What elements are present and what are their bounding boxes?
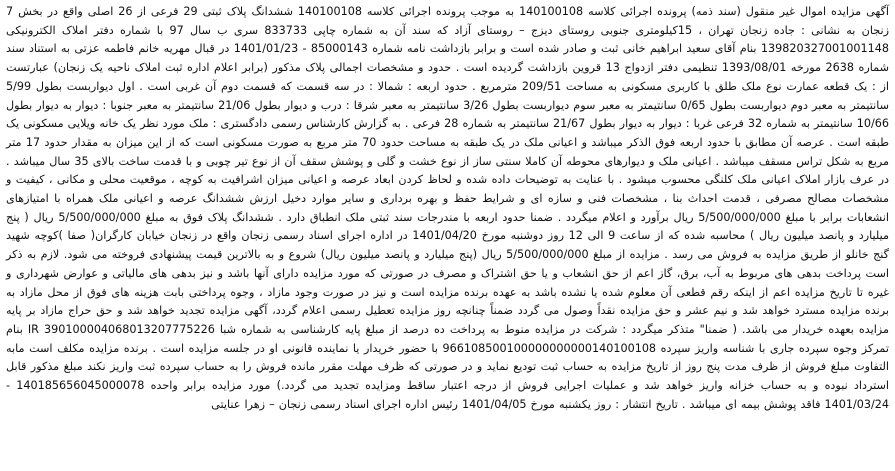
- auction-notice-text: آگهی مزایده اموال غیر منقول (سند ذمه) پرونده اجرائی کلاسه 140100108 به موجب پرونده اجرائی کلاسه 140100108 ششدانگ پلاک ثبتی 29 فرعی از 26 اصلی واقع در بخش 7 زنجان به نشانی : جاده زنجان تهران ، 15کیلومتری جنوبی روستای دیزج – روستای آزاد که سند آن به شماره چاپی 833733 سری ب سال 97 با شماره دفتر املاک الکترونیکی 139820327001001148 بنام آقای سعید ابراهیم خانی ثبت و صادر شده است و برابر بازداشت نامه شماره 85000143 - 1401/01/23 در قبال مهریه خانم فاطمه عزتی به استناد سند شماره 2638 مورخه 1393/08/01 تنظیمی دفتر ازدواج 13 قروین بازداشت گردیده است . حدود و مشخصات اجمالی پلاک مذکور (برابر اعلام اداره ثبت املاک ناحیه یک زنجان) عبارتست از : یک قطعه عمارت نوع ملک طلق با کاربری مسکونی به مساحت 209/51 مترمربع . حدود اربعه : شمالا : در سه قسمت که قسمت دوم آن غربی است . اول دیواربست بطول 5/99 سانتیمتر به معبر دوم دیواربست بطول 0/65 سانتیمتر به معبر سوم دیواربست بطول 3/26 سانتیمتر به معبر شرقا : درب و دیوار بطول 21/06 سانتیمتر به معبر جنوبا : دیوار به دیوار بطول 10/66 سانتیمتر به شماره 32 فرعی غربا : دیوار به دیوار بطول 21/67 سانتیمتر به شماره 28 فرعی . به گزارش کارشناس رسمی دادگستری : ملک مورد نظر یک خانه ویلایی مسکونی یک طبقه است . عرصه آن مطابق با حدود اربعه فوق الذکر میباشد و اعیانی ملک در یک طبقه به مساحت حدود 70 متر مربع به صورت مسکونی است که از این میزان به مقدار حدود 17 متر مربع به شکل تراس مسقف میباشد . اعیانی ملک و دیوارهای محوطه آن کاملا سنتی ساز از نوع خشت و گلی و پوشش سقف آن از نوع تیر چوبی و با قدمت ساخت بالای 35 سال میباشد . در عرف بازار املاک اعیانی ملک کلنگی محسوب میشود . با عنایت به توضیحات داده شده و لحاظ کردن ابعاد عرصه و اعیانی میزان اشرافیت به کوچه ، موقعیت محلی و مکانی ، کیفیت و مشخصات مصالح مصرفی ، قدمت احداث بنا ، مشخصات فنی و سازه ای و شرایط حفظ و بهره برداری و سایر موارد دخیل ارزش ششدانگ عرصه و اعیانی ملک همراه با امتیازهای انشعابات برابر با مبلغ 5/500/000/000 ریال برآورد و اعلام میگردد . ضمنا حدود اربعه با مندرجات سند ثبتی ملک انطباق دارد . ششدانگ پلاک فوق به مبلغ 5/500/000/000 ریال ( پنج میلیارد و پانصد میلیون ریال ) محاسبه شده که از ساعت 9 الی 12 روز دوشنبه مورخ 1401/04/20 در اداره اجرای اسناد رسمی زنجان واقع در زنجان خیابان کارگران( صفا )کوچه شهید گنج خانلو از طریق مزایده به فروش می رسد . مزایده از مبلغ 5/500/000/000 ریال (پنج میلیارد و پانصد میلیون ریال) شروع و به بالاترین قیمت پیشنهادی فروخته می شود. لازم به ذکر است پرداخت بدهی های مربوط به آب، برق، گاز اعم از حق انشعاب و یا حق اشتراک و مصرف در صورتی که مورد مزایده دارای آنها باشد و نیز بدهی های مالیاتی و عوارض شهرداری و غیره تا تاریخ مزایده اعم از اینکه رقم قطعی آن معلوم شده یا نشده باشد به عهده برنده مزایده است و نیز در صورت وجود مازاد ، وجوه پرداختی بابت هزینه های فوق از محل مازاد به برنده مزایده مسترد خواهد شد و نیم عشر و حق مزایده نقداً وصول می گردد ضمناً چنانچه روز مزایده تعطیل رسمی اعلام گردد، آگهی مزایده تجدید خواهد شد و حق حراج مازاد بر پایه مزایده بعهده خریدار می باشد. ( ضمنا" متذکر میگردد : شرکت در مزایده منوط به پرداخت ده درصد از مبلغ پایه کارشناسی به شماره شبا IR 390100004068013207775226 بنام تمرکز وجوه سپرده جاری با شناسه واریز سپرده 966108500100000000000140100108 با حضور خریدار یا نماینده قانونی او در جلسه مزایده است . برنده مزایده مکلف است مابه التفاوت مبلغ فروش از ظرف مدت پنج روز از تاریخ مزایده به حساب ثبت تودیع نماید و در صورتی که ظرف مهلت مقرر مانده فروش را به حساب سپرده ثبت واریز نکند مبلغ مذکور قابل استرداد نبوده و به حساب خزانه واریز خواهد شد و عملیات اجرایی فروش از درجه اعتبار ساقط ومزایده تجدید می گردد.) مورد مزایده برابر واحده 140185656045000078 - 1401/03/24 فاقد پوشش بیمه ای میباشد . تاریخ انتشار : روز یکشنبه مورخ 1401/04/05 رئیس اداره اجرای اسناد رسمی زنجان – زهرا عنایتی: [6, 5, 890, 411]
